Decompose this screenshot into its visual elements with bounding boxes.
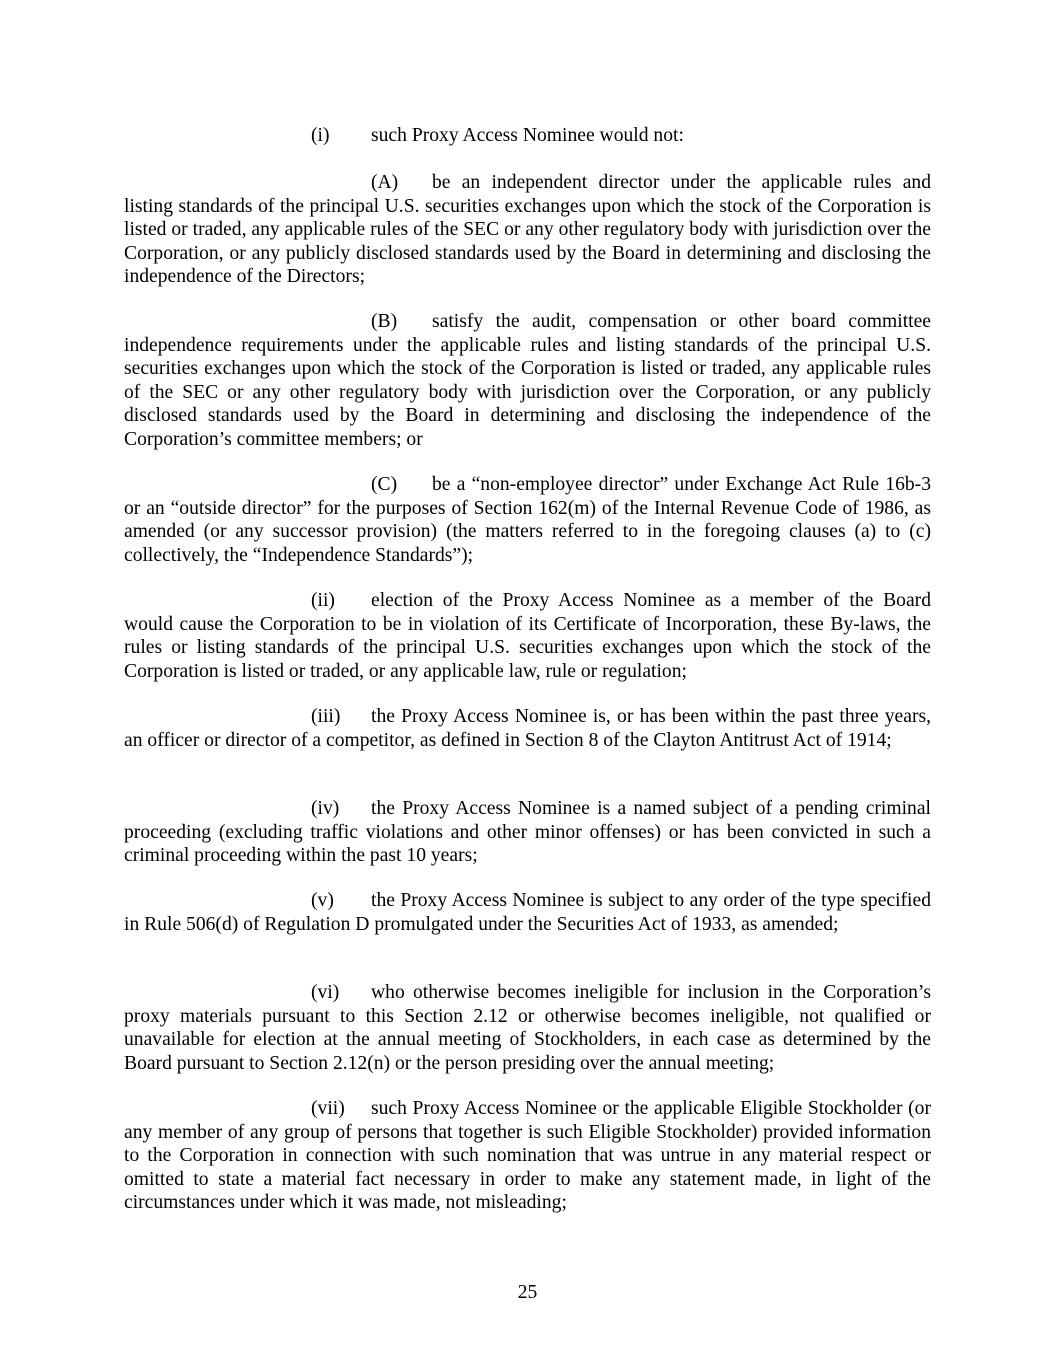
clause-text: the Proxy Access Nominee is a named subject of a pending criminal proceeding (excluding traffic violations and other minor offenses) or has been convicted in such a criminal proceeding within the past 10 years; xyxy=(124,798,931,867)
clause-iv xyxy=(124,797,931,868)
clause-text: be a “non-employee director” under Exchange Act Rule 16b-3 or an “outside director” for the purposes of Section 162(m) of the Internal Revenue Code of 1986, as amended (or any successor provision) (the matters referred to in the foregoing clauses (a) to (c) collectively, the “Independence Standards”); xyxy=(124,474,931,566)
clause-text: such Proxy Access Nominee would not: xyxy=(371,125,684,146)
clause-text: be an independent director under the applicable rules and listing standards of the principal U.S. securities exchanges upon which the stock of the Corporation is listed or traded, any applicable rules of the SEC or any other regulatory body with jurisdiction over the Corporation, or any publicly disclosed standards used by the Board in determining and disclosing the independence of the Directors; xyxy=(124,172,931,288)
clause-number: (vii) xyxy=(311,1098,345,1119)
clause-A xyxy=(124,171,931,289)
clause-number: (ii) xyxy=(311,590,335,611)
clause-B xyxy=(124,310,931,452)
clause-text: the Proxy Access Nominee is subject to any order of the type specified in Rule 506(d) of Regulation D promulgated under the Securities Act of 1933, as amended; xyxy=(124,890,931,935)
clause-number: (i) xyxy=(311,125,330,146)
clause-number: (vi) xyxy=(311,982,340,1003)
clause-text: the Proxy Access Nominee is, or has been within the past three years, an officer or director of a competitor, as defined in Section 8 of the Clayton Antitrust Act of 1914; xyxy=(124,706,931,751)
page-number: 25 xyxy=(517,1282,538,1303)
clause-i xyxy=(311,124,684,148)
clause-number: (iii) xyxy=(311,706,341,727)
clause-text: who otherwise becomes ineligible for inclusion in the Corporation’s proxy materials pursuant to this Section 2.12 or otherwise becomes ineligible, not qualified or unavailable for election at the annual meeting of Stockholders, in each case as determined by the Board pursuant to Section 2.12(n) or the person presiding over the annual meeting; xyxy=(124,982,931,1074)
clause-number: (A) xyxy=(371,172,399,193)
clause-number: (C) xyxy=(371,474,398,495)
clause-C xyxy=(124,473,931,567)
clause-iii xyxy=(124,705,931,752)
clause-v xyxy=(124,889,931,936)
clause-number: (v) xyxy=(311,890,334,911)
clause-text: satisfy the audit, compensation or other board committee independence requirements under the applicable rules and listing standards of the principal U.S. securities exchanges upon which the stock of the Corporation is listed or traded, any applicable rules of the SEC or any other regulatory body with jurisdiction over the Corporation, or any publicly disclosed standards used by the Board in determining and disclosing the independence of the Corporation’s committee members; or xyxy=(124,311,931,450)
clause-vi xyxy=(124,981,931,1075)
clause-text: election of the Proxy Access Nominee as a member of the Board would cause the Corporation to be in violation of its Certificate of Incorporation, these By-laws, the rules or listing standards of the principal U.S. securities exchanges upon which the stock of the Corporation is listed or traded, or any applicable law, rule or regulation; xyxy=(124,590,931,682)
clause-number: (iv) xyxy=(311,798,340,819)
clause-ii xyxy=(124,589,931,683)
clause-vii xyxy=(124,1097,931,1215)
clause-text: such Proxy Access Nominee or the applicable Eligible Stockholder (or any member of any group of persons that together is such Eligible Stockholder) provided information to the Corporation in connection with such nomination that was untrue in any material respect or omitted to state a material fact necessary in order to make any statement made, in light of the circumstances under which it was made, not misleading; xyxy=(124,1098,931,1214)
clause-number: (B) xyxy=(371,311,398,332)
